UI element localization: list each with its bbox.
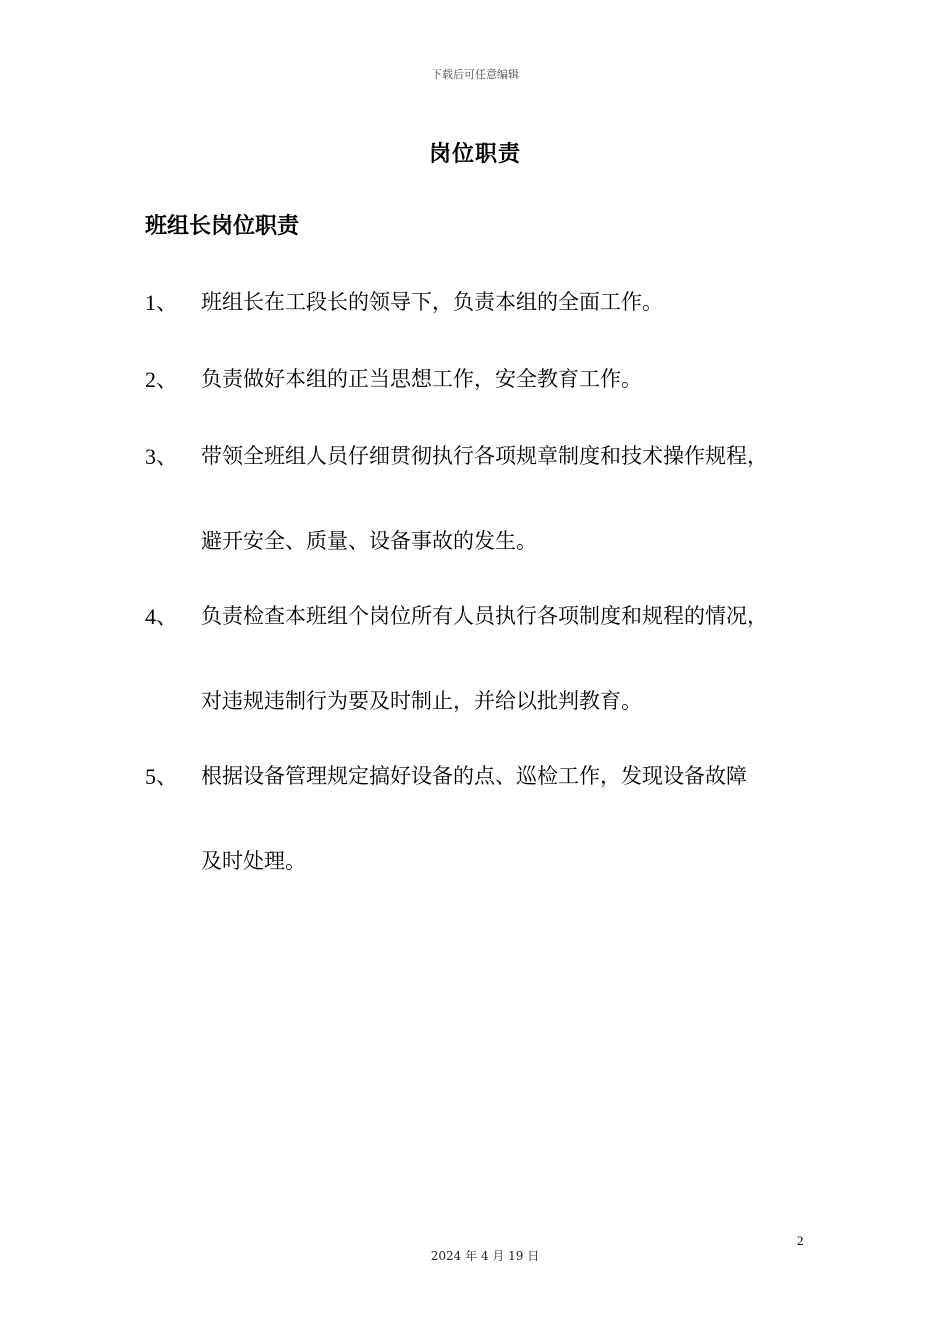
item-text-line: 对违规违制行为要及时制止，并给以批判教育。 xyxy=(201,689,642,713)
section-title: 班组长岗位职责 xyxy=(145,214,300,239)
item-text-line: 避开安全、质量、设备事故的发生。 xyxy=(201,529,537,553)
item-number: 2、 xyxy=(145,367,179,392)
item-text-line: 负责做好本组的正当思想工作，安全教育工作。 xyxy=(201,367,642,391)
document-title: 岗位职责 xyxy=(428,142,521,167)
page-number: 2 xyxy=(797,1233,804,1248)
item-text-line: 根据设备管理规定搞好设备的点、巡检工作，发现设备故障 xyxy=(201,764,747,788)
item-text-line: 班组长在工段长的领导下，负责本组的全面工作。 xyxy=(201,290,663,314)
item-number: 3、 xyxy=(145,444,179,469)
footer-date: 2024 年 4 月 19 日 xyxy=(430,1249,540,1263)
item-text-line: 带领全班组人员仔细贯彻执行各项规章制度和技术操作规程， xyxy=(201,444,768,468)
item-number: 1、 xyxy=(145,290,179,315)
item-number: 4、 xyxy=(145,604,179,629)
item-text-line: 及时处理。 xyxy=(201,849,306,873)
header-note: 下载后可任意编辑 xyxy=(431,68,519,81)
item-text-line: 负责检查本班组个岗位所有人员执行各项制度和规程的情况， xyxy=(201,604,768,628)
item-number: 5、 xyxy=(145,764,179,789)
